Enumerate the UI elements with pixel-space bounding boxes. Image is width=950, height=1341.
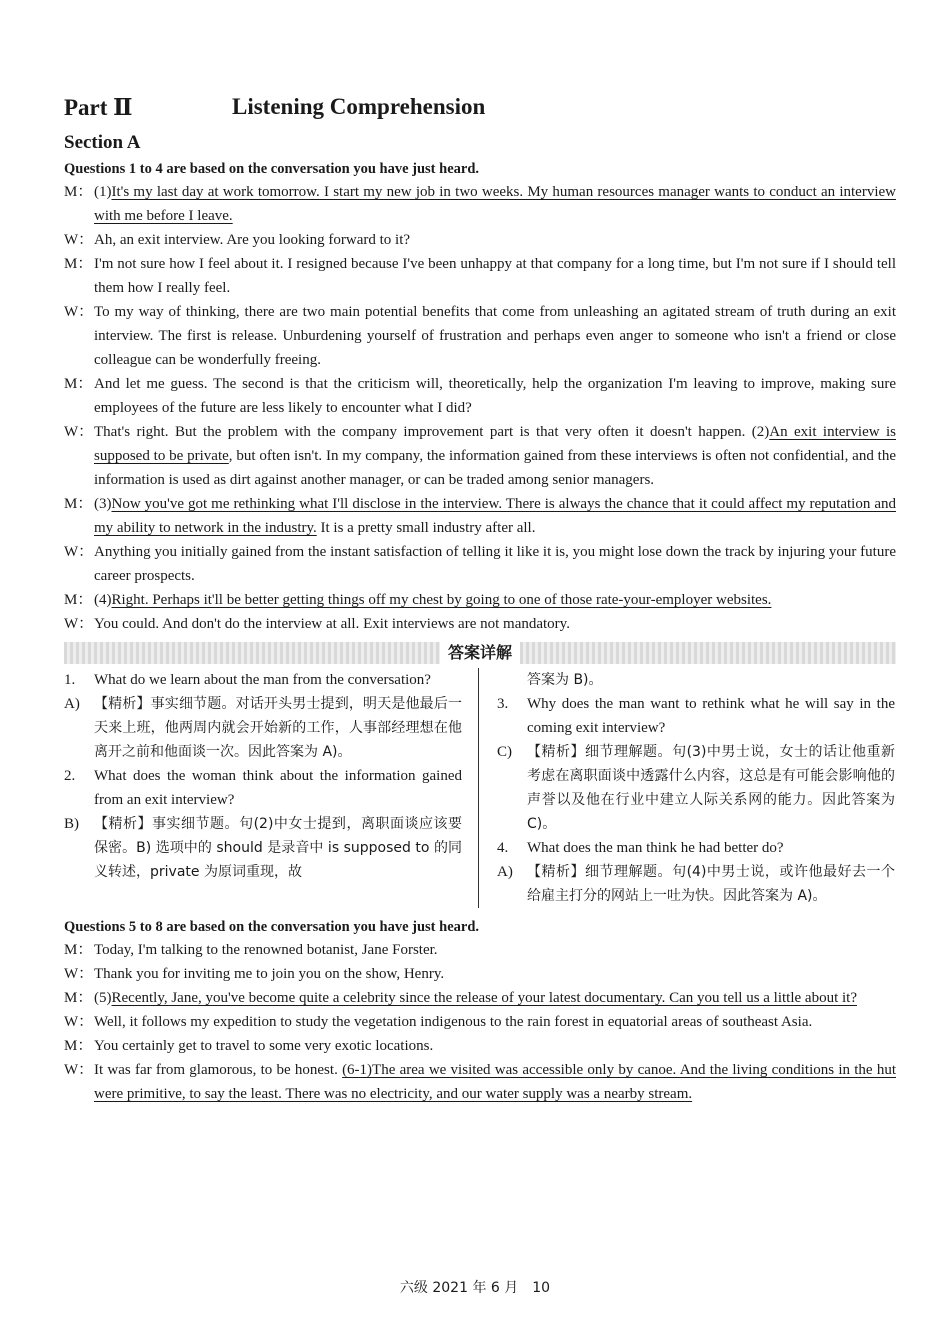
dialogue-text-plain: And let me guess. The second is that the criticism will, theoretically, help the organization I'm leaving to improve, making sure employees of the future are less likely to encounter what I did?: [94, 376, 896, 416]
dialogue-line: [64, 228, 896, 252]
speaker-label: W：: [64, 304, 94, 320]
dialogue-line: [64, 492, 896, 540]
dialogue-text-plain: Thank you for inviting me to join you on the show, Henry.: [94, 966, 445, 982]
dialogue-text-plain: Ah, an exit interview. Are you looking forward to it?: [94, 232, 411, 248]
dialogue-text-underlined: Now you've got me rethinking what I'll disclose in the interview. There is always the chance that it could affect my reputation and my ability to network in the industry.: [94, 496, 896, 536]
dialogue-text-underlined: Recently, Jane, you've become quite a celebrity since the release of your latest documentary. Can you tell us a little about it?: [111, 990, 857, 1006]
answer-number: 1.: [64, 672, 76, 688]
dialogue-text: [94, 938, 896, 962]
answer-text: 【精析】细节理解题。句(3)中男士说，女士的话让他重新考虑在离职面谈中透露什么内容，这总是有可能会影响他的声誉以及他在行业中建立人际关系网的能力。因此答案为 C)。: [527, 744, 895, 832]
conversation2-heading: Questions 5 to 8 are based on the conversation you have just heard.: [64, 919, 480, 935]
answer-item: [497, 668, 895, 692]
dialogue-text-underlined: It's my last day at work tomorrow. I start my new job in two weeks. My human resources manager wants to conduct an interview with me before I leave.: [94, 184, 896, 224]
dialogue-text: [94, 588, 896, 612]
answer-columns: [64, 668, 896, 908]
dialogue-line: [64, 180, 896, 228]
dialogue-text-plain: (4): [94, 592, 112, 608]
dialogue-line: [64, 986, 896, 1010]
answer-item: [64, 692, 462, 764]
speaker-label: M：: [64, 1038, 93, 1054]
part-title: Listening Comprehension: [232, 94, 486, 119]
answer-column-left: [64, 668, 479, 908]
answer-text: 【精析】事实细节题。对话开头男士提到，明天是他最后一天来上班，他两周内就会开始新的工作，人事部经理想在他离开之前和他面谈一次。因此答案为 A)。: [94, 696, 462, 760]
dialogue-text: [94, 962, 896, 986]
speaker-label: W：: [64, 544, 94, 560]
speaker-label: W：: [64, 1062, 94, 1078]
dialogue-text-underlined: An exit interview is supposed to be private: [94, 424, 896, 464]
dialogue-text-plain: (5): [94, 990, 112, 1006]
speaker-label: W：: [64, 232, 94, 248]
dialogue-text: [94, 1058, 896, 1106]
dialogue-text-plain: I'm not sure how I feel about it. I resigned because I've been unhappy at that company for a long time, but I'm not sure if I should tell them how I really feel.: [94, 256, 896, 296]
dialogue-text-plain: You certainly get to travel to some very exotic locations.: [94, 1038, 434, 1054]
speaker-label: W：: [64, 616, 94, 632]
dialogue-text: [94, 1010, 896, 1034]
answer-item: [64, 668, 462, 692]
conversation1-heading: Questions 1 to 4 are based on the conversation you have just heard.: [64, 161, 480, 177]
dialogue-text: [94, 252, 896, 300]
answer-text: What does the man think he had better do?: [527, 840, 784, 856]
dialogue-text-plain: That's right. But the problem with the company improvement part is that very often it doesn't happen. (2): [94, 424, 770, 440]
answer-item: [497, 740, 895, 836]
dialogue-line: [64, 252, 896, 300]
dialogue-text-plain: Well, it follows my expedition to study the vegetation indigenous to the rain forest in equatorial areas of southeast Asia.: [94, 1014, 813, 1030]
dialogue-text-plain: , but often isn't. In my company, the information gained from these interviews is often not confidential, and the information is used as dirt against another manager, or can be traded among senior managers.: [94, 448, 896, 488]
answer-item: [64, 764, 462, 812]
answer-text: What does the woman think about the information gained from an exit interview?: [94, 768, 462, 808]
speaker-label: M：: [64, 256, 93, 272]
dialogue-text-plain: Anything you initially gained from the instant satisfaction of telling it like it is, you might lose down the track by injuring your future career prospects.: [94, 544, 896, 584]
dialogue-text: [94, 420, 896, 492]
answer-text: 答案为 B)。: [527, 672, 603, 688]
answer-number: [497, 668, 527, 692]
dialogue-line: [64, 420, 896, 492]
speaker-label: M：: [64, 184, 93, 200]
dialogue-line: [64, 372, 896, 420]
dialogue-line: [64, 540, 896, 588]
dialogue-text-plain: It was far from glamorous, to be honest.: [94, 1062, 343, 1078]
speaker-label: M：: [64, 592, 93, 608]
answer-text: What do we learn about the man from the conversation?: [94, 672, 431, 688]
part-label: Part Ⅱ: [64, 95, 133, 120]
dialogue-text-plain: (3): [94, 496, 112, 512]
dialogue-text: [94, 180, 896, 228]
exam-page: [64, 92, 896, 1106]
answer-text: 【精析】事实细节题。句(2)中女士提到，离职面谈应该要保密。B) 选项中的 should 是录音中 is supposed to 的同义转述，private 为原词重现，故: [94, 816, 462, 880]
speaker-label: W：: [64, 424, 94, 440]
answer-text: Why does the man want to rethink what he will say in the coming exit interview?: [527, 696, 895, 736]
answer-number: B): [64, 816, 79, 832]
conversation1-transcript: [64, 180, 896, 636]
section-title: Section A: [64, 132, 141, 153]
conversation2-transcript: [64, 938, 896, 1106]
answer-number: 4.: [497, 840, 509, 856]
answer-number: C): [497, 744, 512, 760]
speaker-label: W：: [64, 1014, 94, 1030]
dialogue-line: [64, 962, 896, 986]
dialogue-text: [94, 1034, 896, 1058]
dialogue-text-plain: Today, I'm talking to the renowned botanist, Jane Forster.: [94, 942, 438, 958]
dialogue-text: [94, 372, 896, 420]
dialogue-text: [94, 228, 896, 252]
answer-item: [497, 836, 895, 860]
dialogue-line: [64, 588, 896, 612]
dialogue-text-underlined: (6-1)The area we visited was accessible only by canoe. And the living conditions in the hut were primitive, to say the least. There was no electricity, and our water supply was a nearby stream.: [94, 1062, 896, 1102]
dialogue-line: [64, 300, 896, 372]
dialogue-text: [94, 540, 896, 588]
page-footer: 六级 2021 年 6 月 10: [399, 1280, 551, 1296]
dialogue-text-plain: You could. And don't do the interview at all. Exit interviews are not mandatory.: [94, 616, 570, 632]
dialogue-line: [64, 1034, 896, 1058]
dialogue-text-plain: (1): [94, 184, 112, 200]
dialogue-line: [64, 612, 896, 636]
dialogue-line: [64, 938, 896, 962]
dialogue-text-plain: It is a pretty small industry after all.: [316, 520, 536, 536]
answer-item: [497, 692, 895, 740]
dialogue-text: [94, 300, 896, 372]
speaker-label: M：: [64, 990, 93, 1006]
answer-column-right: [479, 668, 895, 908]
speaker-label: M：: [64, 942, 93, 958]
answer-item: [497, 860, 895, 908]
dialogue-text: [94, 492, 896, 540]
speaker-label: M：: [64, 376, 93, 392]
answer-number: A): [497, 864, 513, 880]
answer-item: [64, 812, 462, 884]
part-header: [64, 92, 896, 128]
dialogue-text: [94, 986, 896, 1010]
dialogue-text-underlined: Right. Perhaps it'll be better getting things off my chest by going to one of those rate-your-employer websites.: [111, 592, 772, 608]
dialogue-line: [64, 1010, 896, 1034]
dialogue-text-plain: To my way of thinking, there are two main potential benefits that come from unleashing an agitated stream of truth during an exit interview. The first is release. Unburdening yourself of frustration and perhaps even anger to someone who isn't a friend or close colleague can be wonderfully freeing.: [94, 304, 896, 368]
speaker-label: M：: [64, 496, 93, 512]
answer-number: 2.: [64, 768, 76, 784]
answer-text: 【精析】细节理解题。句(4)中男士说，或许他最好去一个给雇主打分的网站上一吐为快。因此答案为 A)。: [527, 864, 895, 904]
answer-bar: [64, 642, 896, 664]
answer-number: A): [64, 696, 80, 712]
dialogue-line: [64, 1058, 896, 1106]
answer-number: 3.: [497, 696, 509, 712]
dialogue-text: [94, 612, 896, 636]
speaker-label: W：: [64, 966, 94, 982]
answer-bar-label: 答案详解: [440, 642, 520, 664]
